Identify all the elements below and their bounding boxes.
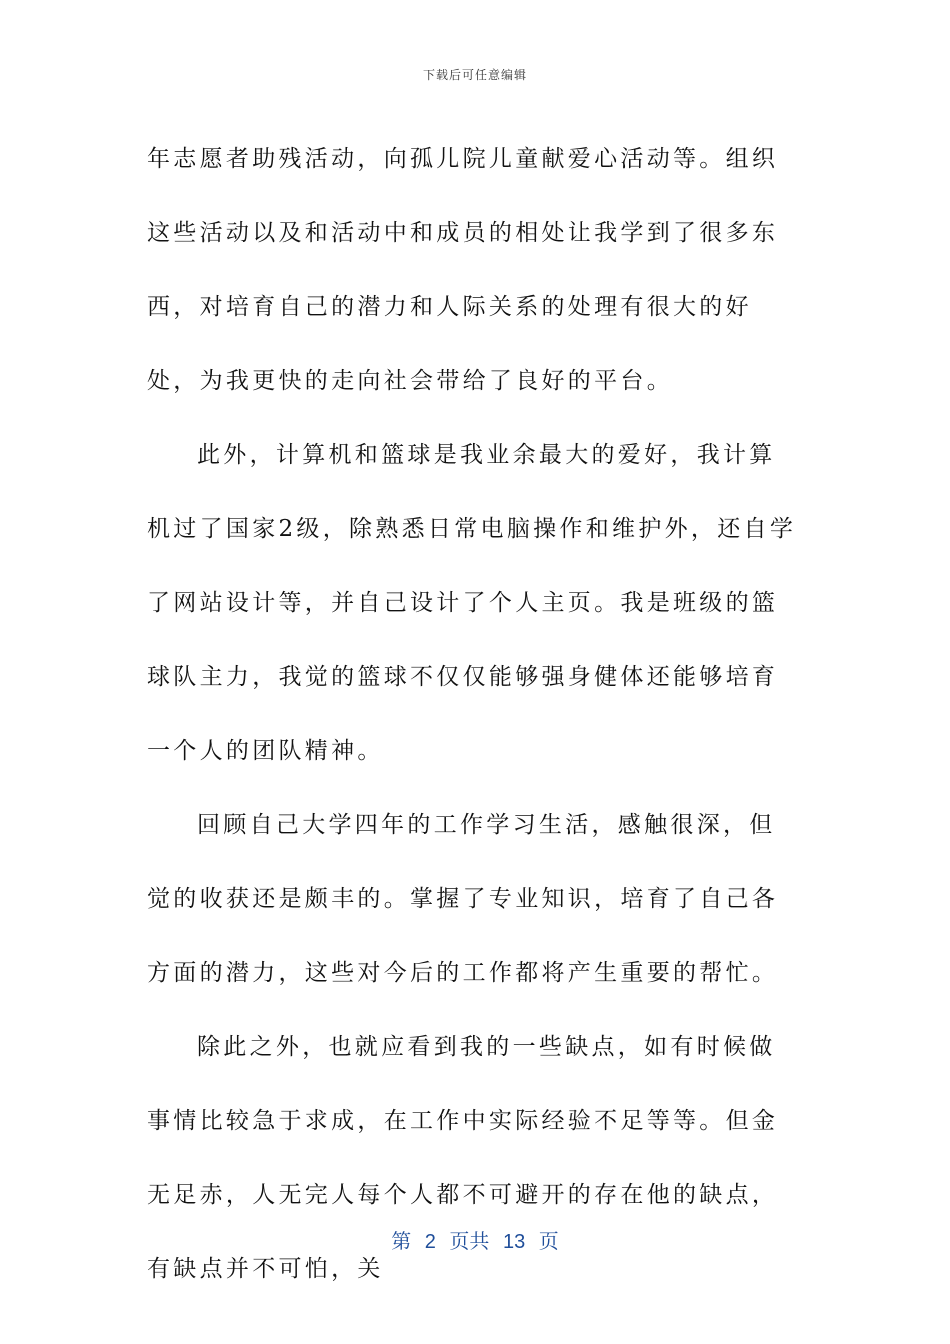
document-body <box>147 122 799 1306</box>
paragraph-1: 年志愿者助残活动，向孤儿院儿童献爱心活动等。组织这些活动以及和活动中和成员的相处让我学到了很多东西，对培育自己的潜力和人际关系的处理有很大的好处，为我更快的走向社会带给了良好的平台。 <box>147 146 779 394</box>
page-footer: 第 2 页共 13 页 <box>391 1231 559 1253</box>
paragraph-4: 除此之外，也就应看到我的一些缺点，如有时候做事情比较急于求成，在工作中实际经验不足等等。但金无足赤，人无完人每个人都不可避开的存在他的缺点，有缺点并不可怕，关 <box>147 1034 779 1282</box>
paragraph-2: 此外，计算机和篮球是我业余最大的爱好，我计算机过了国家2级，除熟悉日常电脑操作和维护外，还自学了网站设计等，并自己设计了个人主页。我是班级的篮球队主力，我觉的篮球不仅仅能够强身健体还能够培育一个人的团队精神。 <box>147 442 797 764</box>
page-header: 下载后可任意编辑 <box>422 68 527 82</box>
paragraph-3: 回顾自己大学四年的工作学习生活，感触很深，但觉的收获还是颇丰的。掌握了专业知识，培育了自己各方面的潜力，这些对今后的工作都将产生重要的帮忙。 <box>147 812 779 986</box>
